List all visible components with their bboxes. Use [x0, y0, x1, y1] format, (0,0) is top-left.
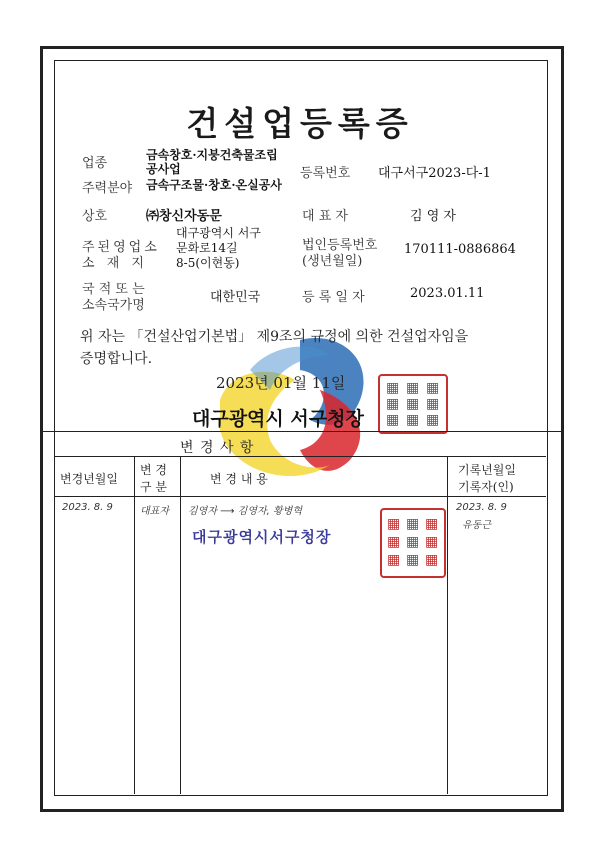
table-top-line — [40, 431, 561, 432]
certification-line1: 위 자는 「건설산업기본법」 제9조의 규정에 의한 건설업자임을 — [80, 329, 469, 345]
address-value-line1: 대구광역시 서구 — [176, 226, 261, 240]
nationality-label-line2: 소속국가명 — [82, 298, 145, 313]
col-header-type-line1: 변 경 — [140, 463, 167, 477]
table-header-top — [54, 456, 546, 457]
address-value-line2: 문화로14길 — [176, 241, 238, 255]
industry-value-line1: 금속창호·지붕건축물조립 — [146, 148, 278, 162]
row-record-date: 2023. 8. 9 — [456, 502, 507, 513]
col-header-type-line2: 구 분 — [140, 480, 167, 494]
row-change-type: 대표자 — [140, 506, 169, 517]
nationality-label-line1: 국 적 또 는 — [82, 282, 145, 297]
corp-no-label-line2: (생년월일) — [302, 254, 363, 269]
rep-label: 대 표 자 — [302, 209, 348, 224]
industry-label: 업종 — [82, 156, 108, 171]
rep-value: 김 영 자 — [410, 209, 456, 224]
corp-no-value: 170111-0886864 — [404, 242, 516, 257]
official-seal: ▦ ▦ ▦ ▦ ▦ ▦ ▦ ▦ ▦ — [378, 374, 448, 434]
col-header-record-line1: 기록년월일 — [458, 463, 516, 477]
col-header-content: 변 경 내 용 — [210, 472, 268, 486]
col-divider-1 — [134, 456, 135, 794]
reg-no-label: 등록번호 — [300, 166, 351, 181]
reg-date-label: 등 록 일 자 — [302, 290, 365, 305]
reg-no-value: 대구서구2023-다-1 — [378, 166, 491, 181]
trade-name-value: ㈜창신자동문 — [146, 209, 222, 224]
changes-section-title: 변 경 사 항 — [180, 440, 255, 456]
col-header-date: 변경년월일 — [60, 472, 118, 486]
official-seal-bottom: ▦ ▦ ▦ ▦ ▦ ▦ ▦ ▦ ▦ — [380, 508, 446, 578]
trade-name-label: 상호 — [82, 209, 108, 224]
col-header-record-line2: 기록자(인) — [458, 480, 514, 494]
certification-line2: 증명합니다. — [80, 351, 153, 367]
col-divider-2 — [180, 456, 181, 794]
address-label-line1: 주된영업소 — [82, 240, 160, 255]
table-header-bottom — [54, 496, 546, 497]
row-recorder: 유동근 — [462, 520, 491, 531]
main-field-label: 주력분야 — [82, 181, 133, 196]
address-value-line3: 8-5(이현동) — [176, 256, 240, 270]
industry-value-line2: 공사업 — [146, 162, 181, 176]
certification-text — [80, 326, 468, 370]
nationality-value: 대한민국 — [210, 290, 261, 305]
main-field-value: 금속구조물·창호·온실공사 — [146, 178, 282, 192]
issuer-name: 대구광역시 서구청장 — [192, 408, 364, 430]
col-divider-3 — [447, 456, 448, 794]
reg-date-value: 2023.01.11 — [410, 286, 485, 301]
issuer-stamp-text: 대구광역시서구청장 — [192, 528, 332, 546]
address-label-line2: 소 재 지 — [82, 256, 148, 271]
row-change-content: 김영자 ⟶ 김영자, 황병혁 — [188, 506, 302, 517]
document-title: 건설업등록증 — [186, 104, 414, 143]
row-change-date: 2023. 8. 9 — [62, 502, 113, 513]
corp-no-label-line1: 법인등록번호 — [302, 238, 378, 253]
issue-date: 2023년 01월 11일 — [216, 374, 346, 392]
